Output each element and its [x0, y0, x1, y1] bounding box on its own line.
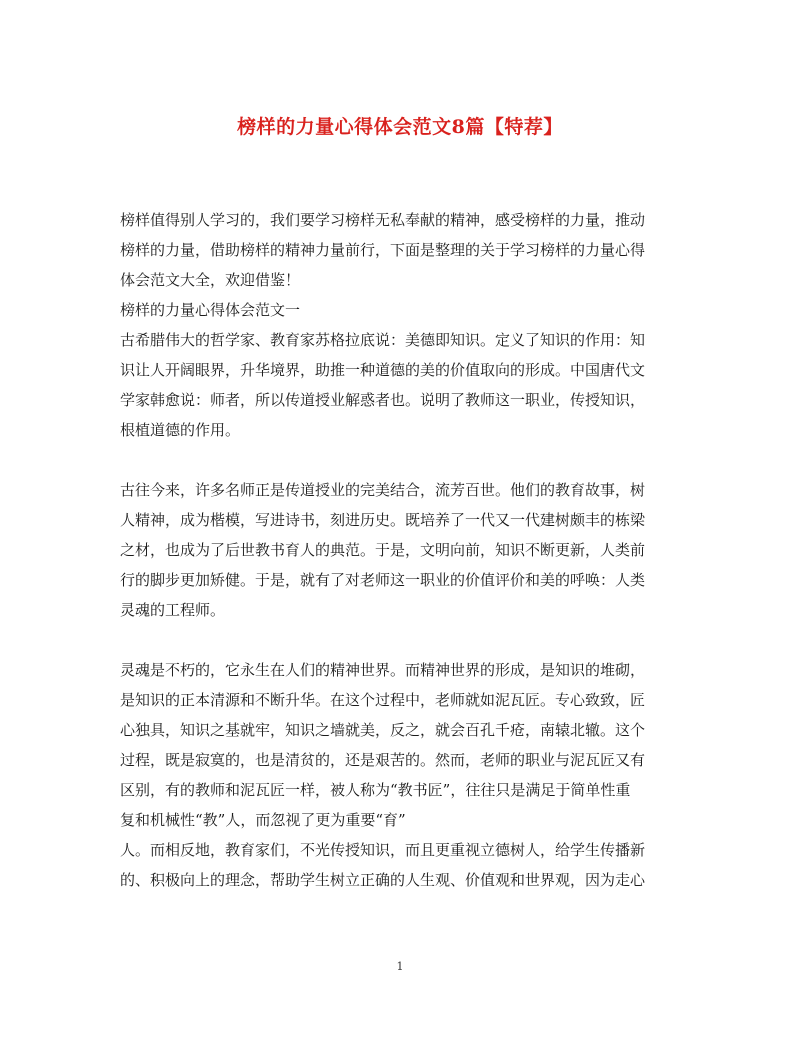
text-line: 学家韩愈说：师者，所以传道授业解惑者也。说明了教师这一职业，传授知识， — [120, 391, 646, 409]
text-line: 是知识的正本清源和不断升华。在这个过程中，老师就如泥瓦匠。专心致致，匠 — [120, 691, 646, 709]
text-line: 灵魂的工程师。 — [120, 601, 226, 619]
text-line: 人精神，成为楷模，写进诗书，刻进历史。既培养了一代又一代建树颇丰的栋梁 — [120, 511, 646, 529]
text-line: 心独具，知识之基就牢，知识之墙就美，反之，就会百孔千疮，南辕北辙。这个 — [120, 721, 646, 739]
document-body — [120, 205, 680, 895]
text-line: 区别，有的教师和泥瓦匠一样，被人称为“教书匠”，往往只是满足于简单性重 — [120, 781, 631, 799]
text-line: 榜样的力量，借助榜样的精神力量前行，下面是整理的关于学习榜样的力量心得 — [120, 241, 646, 259]
text-line: 的、积极向上的理念，帮助学生树立正确的人生观、价值观和世界观，因为走心 — [120, 871, 646, 889]
text-line: 行的脚步更加矫健。于是，就有了对老师这一职业的价值评价和美的呼唤：人类 — [120, 571, 646, 589]
text-line: 灵魂是不朽的，它永生在人们的精神世界。而精神世界的形成，是知识的堆砌， — [120, 661, 646, 679]
text-line: 根植道德的作用。 — [120, 421, 241, 439]
text-line: 复和机械性“教”人，而忽视了更为重要“育” — [120, 811, 406, 829]
text-line: 榜样值得别人学习的，我们要学习榜样无私奉献的精神，感受榜样的力量，推动 — [120, 211, 646, 229]
text-line: 古往今来，许多名师正是传道授业的完美结合，流芳百世。他们的教育故事，树 — [120, 481, 646, 499]
text-line: 人。而相反地，教育家们，不光传授知识，而且更重视立德树人，给学生传播新 — [120, 841, 646, 859]
text-line: 古希腊伟大的哲学家、教育家苏格拉底说：美德即知识。定义了知识的作用：知 — [120, 331, 646, 349]
document-title: 榜样的力量心得体会范文8篇【特荐】 — [237, 116, 563, 138]
text-line: 之材，也成为了后世教书育人的典范。于是，文明向前，知识不断更新，人类前 — [120, 541, 646, 559]
section-heading: 榜样的力量心得体会范文一 — [120, 301, 301, 319]
paragraph-gap — [120, 445, 680, 475]
text-line: 过程，既是寂寞的，也是清贫的，还是艰苦的。然而，老师的职业与泥瓦匠又有 — [120, 751, 646, 769]
text-line: 识让人开阔眼界，升华境界，助推一种道德的美的价值取向的形成。中国唐代文 — [120, 361, 646, 379]
paragraph-gap — [120, 625, 680, 655]
text-line: 体会范文大全，欢迎借鉴！ — [120, 271, 301, 289]
page-number: 1 — [396, 960, 404, 973]
